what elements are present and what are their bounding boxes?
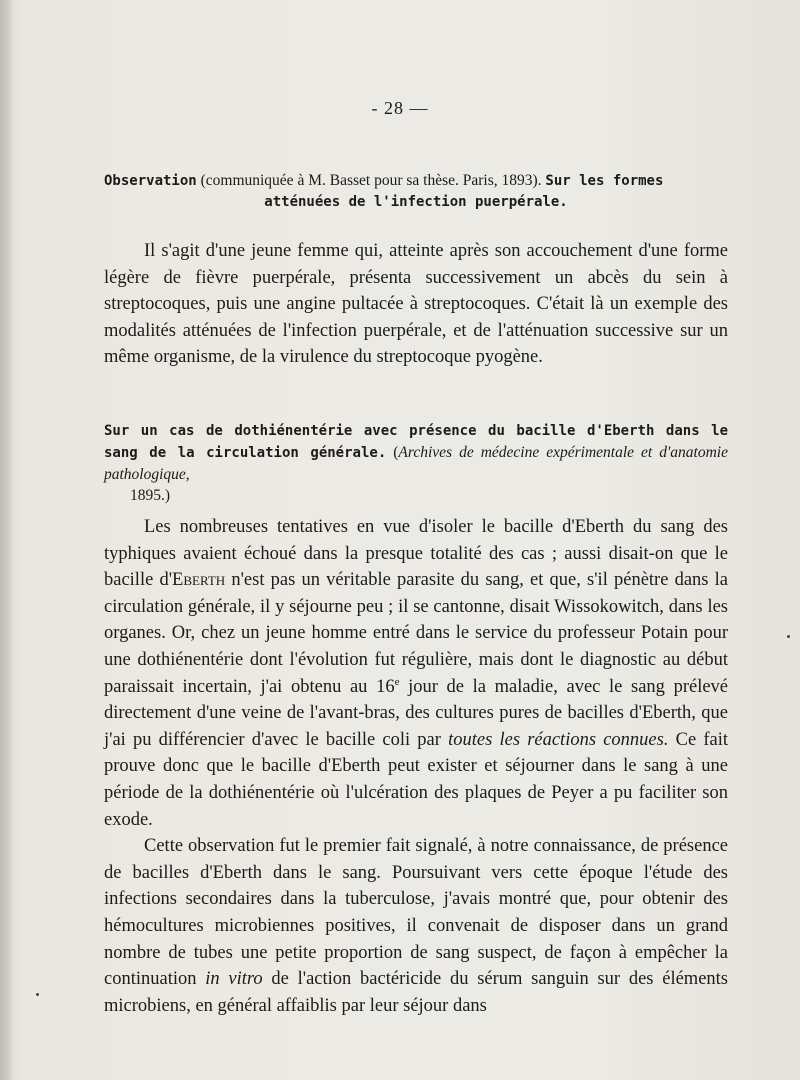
heading-bold-start: Observation <box>104 173 197 189</box>
heading-bold: Sur un cas de dothiénentérie avec présence du bacille d'Eberth dans le sang de la circulation générale. <box>104 423 728 461</box>
scan-speck <box>787 635 790 638</box>
text-run: Cette observation fut le premier fait signalé, à notre connaissance, de présence de bacilles d'Eberth dans le sang. Poursuivant vers cette époque l'étude des infections secondaires dans la tuberculose, j'avais montré que, pour obtenir des hémocultures microbiennes positives, il convenait de disposer dans un grand nombre de tubes une petite proportion de sang suspect, de façon à empêcher la continuation <box>104 836 728 990</box>
text-run: de l'action bactéricide du sérum sanguin sur des éléments microbiens, en général affaiblis par leur séjour dans <box>104 969 729 1016</box>
paragraph: Il s'agit d'une jeune femme qui, atteinte après son accouchement d'une forme légère de fièvre puerpérale, présenta successivement un abcès du sein à streptocoques, puis une angine pultacée à streptocoques. C'était là un exemple des modalités atténuées de l'infection puerpérale, et de l'atténuation successive sur un même organisme, de la virulence du streptocoque pyogène. <box>104 241 728 368</box>
italic-phrase: in vitro <box>205 969 263 990</box>
heading-bold-end: Sur les formes <box>545 173 664 189</box>
heading-journal: Archives de médecine expérimentale et d'anatomie pathologique, <box>104 444 728 483</box>
paragraph-2 <box>104 833 728 1019</box>
heading-year: 1895.) <box>130 487 171 504</box>
section-heading-observation <box>104 170 728 213</box>
scan-speck <box>36 993 39 996</box>
section-1-body <box>104 238 728 371</box>
text-run: n'est pas un véritable parasite du sang, et que, s'il pénètre dans la circulation générale, il y séjourne peu ; il se cantonne, disait Wissokowitch, dans les organes. Or, chez un jeune homme entré dans le service du professeur Potain pour une dothiénentérie dont l'évolution fut régulière, mais dont le diagnostic au début paraissait incertain, j'ai obtenu au 16 <box>104 570 728 697</box>
superscript: e <box>394 675 400 688</box>
paragraph-1 <box>104 514 728 833</box>
page-edge-shadow <box>0 0 14 1080</box>
name-smallcaps: Eberth <box>172 570 226 591</box>
heading-paren: ( <box>386 444 399 461</box>
text-run: Ce fait prouve donc que le bacille d'Eberth peut exister et séjourner dans le sang à une période de la dothiénentérie où l'ulcération des plaques de Peyer a pu faciliter son exode. <box>104 729 729 830</box>
text-run: jour de la maladie, avec le sang prélevé directement d'une veine de l'avant-bras, des cultures pures de bacilles d'Eberth, que j'ai pu différencier d'avec le bacille coli par <box>104 676 729 750</box>
italic-phrase: toutes les réactions connues. <box>448 729 669 750</box>
text-run: Les nombreuses tentatives en vue d'isoler le bacille d'Eberth du sang des typhiques avaient échoué dans la presque totalité des cas ; aussi disait-on que le bacille d' <box>104 517 728 591</box>
section-heading-dothienenterie <box>104 420 728 506</box>
page-number: - 28 — <box>371 98 429 118</box>
heading-citation: (communiquée à M. Basset pour sa thèse. Paris, 1893). <box>196 172 546 189</box>
section-2-body <box>104 514 728 1019</box>
heading-line-2: atténuées de l'infection puerpérale. <box>264 194 568 210</box>
